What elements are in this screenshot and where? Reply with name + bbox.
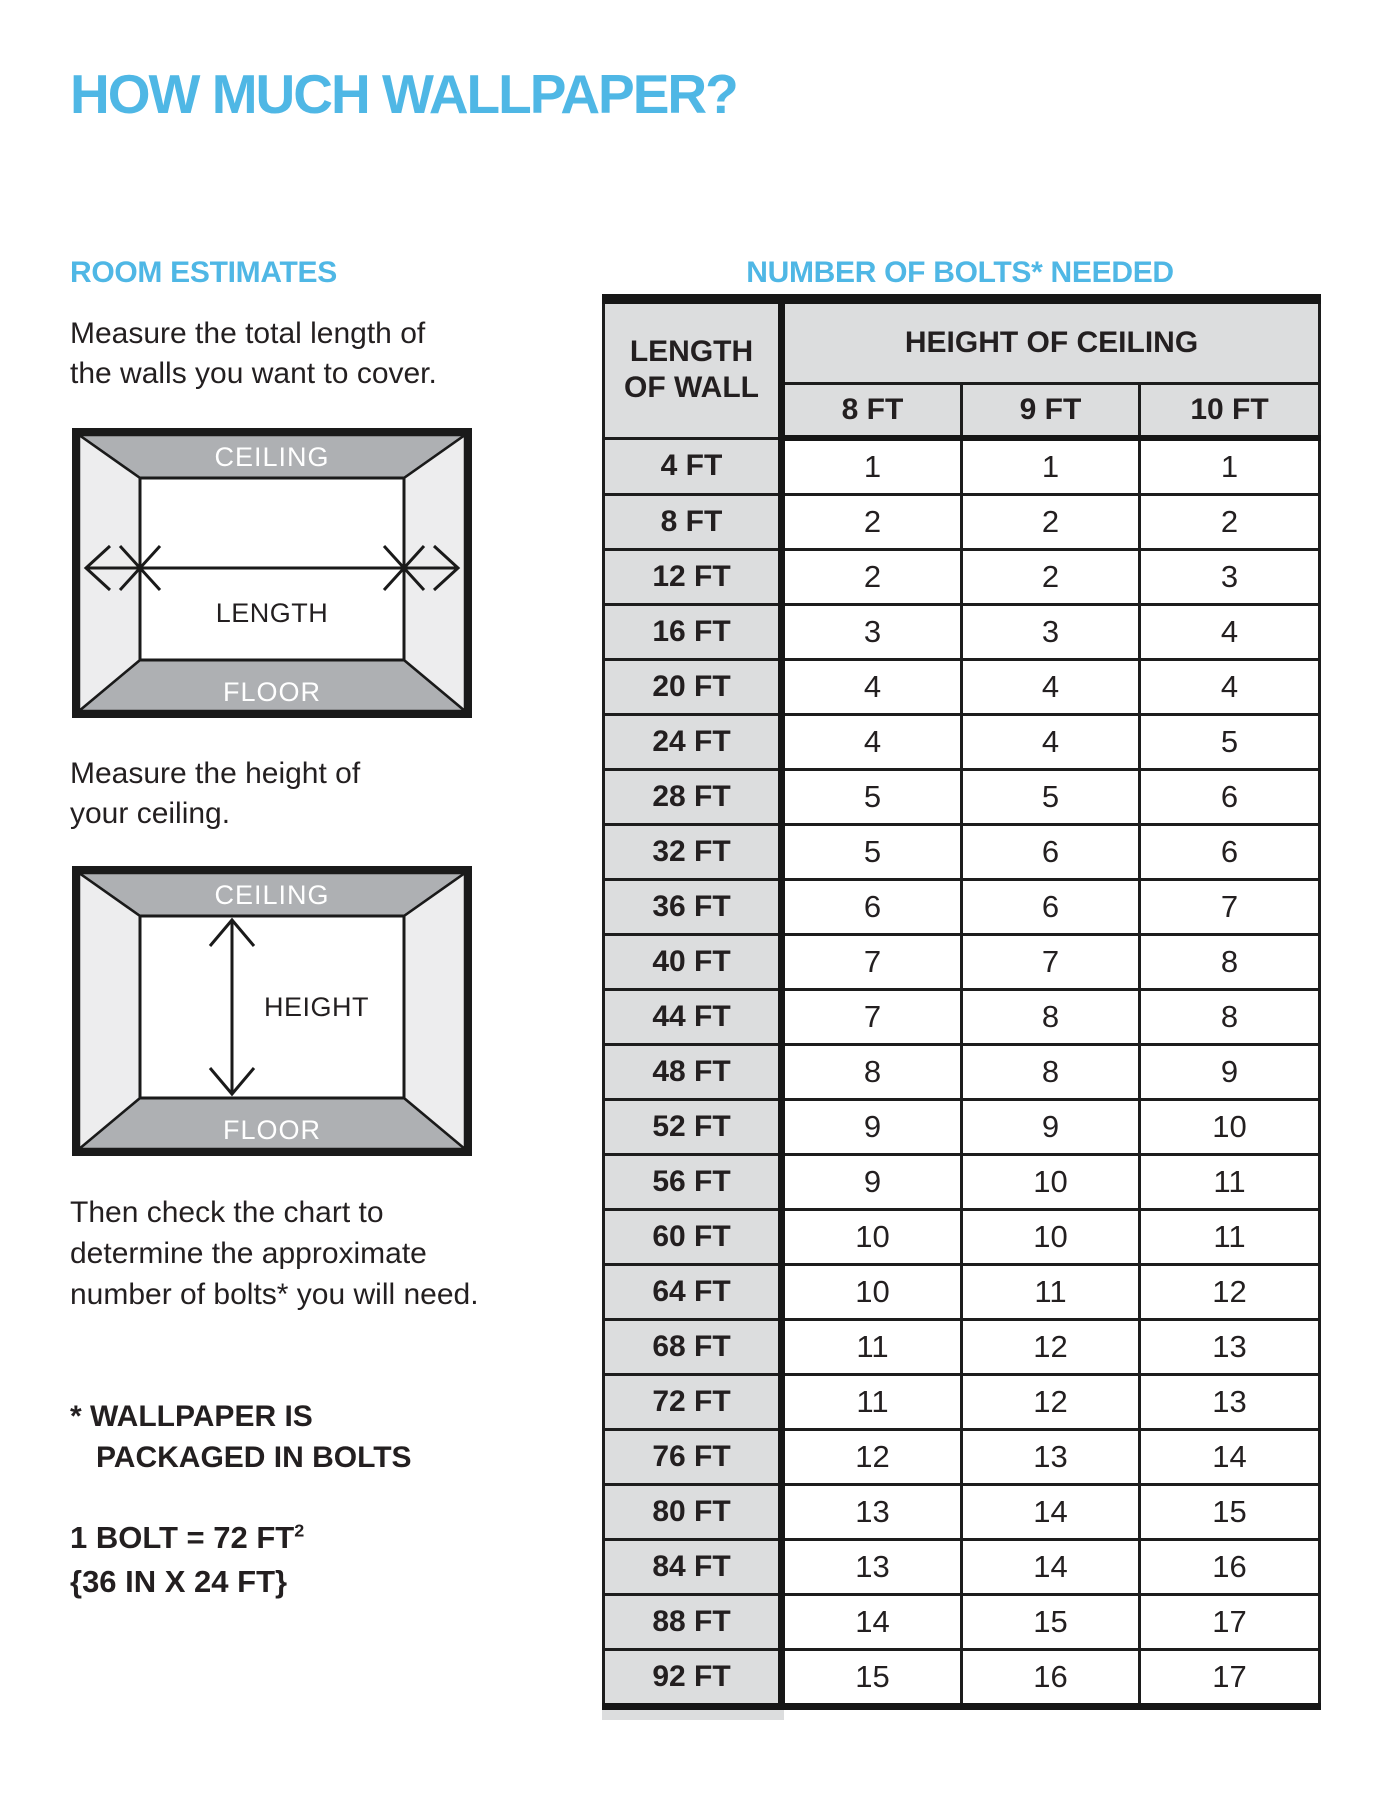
bolt-count-cell: 17 [1140, 1595, 1320, 1650]
bolt-count-cell: 6 [782, 880, 962, 935]
row-label: 8 FT [604, 495, 782, 550]
table-row [604, 1595, 1320, 1650]
row-label: 40 FT [604, 935, 782, 990]
bolt-count-cell: 10 [782, 1210, 962, 1265]
bolt-count-cell: 13 [782, 1540, 962, 1595]
instruction-step-2 [70, 754, 360, 834]
bolt-count-cell: 9 [1140, 1045, 1320, 1100]
bolt-count-cell: 13 [962, 1430, 1140, 1485]
table-row [604, 1045, 1320, 1100]
row-label: 36 FT [604, 880, 782, 935]
bolt-count-cell: 1 [962, 438, 1140, 495]
table-row [604, 438, 1320, 495]
row-label: 20 FT [604, 660, 782, 715]
bolt-count-cell: 11 [782, 1320, 962, 1375]
bolt-count-cell: 16 [1140, 1540, 1320, 1595]
bolt-count-cell: 10 [962, 1210, 1140, 1265]
bolt-count-cell: 11 [782, 1375, 962, 1430]
table-footer-strip [602, 1710, 784, 1720]
table-row [604, 770, 1320, 825]
page-title: HOW MUCH WALLPAPER? [70, 63, 737, 125]
bolt-count-cell: 15 [962, 1595, 1140, 1650]
bolt-equation-exponent: 2 [294, 1520, 305, 1541]
bolt-count-cell: 15 [1140, 1485, 1320, 1540]
table-row [604, 1100, 1320, 1155]
bolt-count-cell: 12 [962, 1320, 1140, 1375]
instruction-step-1 [70, 314, 437, 394]
instruction-step-1-line-2: the walls you want to cover. [70, 357, 437, 390]
bolt-count-cell: 7 [1140, 880, 1320, 935]
height-dimension-label: HEIGHT [264, 992, 370, 1022]
bolt-count-cell: 13 [1140, 1375, 1320, 1430]
bolt-count-cell: 9 [782, 1100, 962, 1155]
table-row [604, 660, 1320, 715]
ceiling-label: CEILING [214, 880, 330, 910]
bolt-count-cell: 14 [782, 1595, 962, 1650]
row-label: 12 FT [604, 550, 782, 605]
bolt-count-cell: 14 [962, 1485, 1140, 1540]
bolt-count-cell: 4 [1140, 660, 1320, 715]
instruction-step-3-line-3: number of bolts* you will need. [70, 1278, 479, 1311]
bolt-count-cell: 12 [962, 1375, 1140, 1430]
bolts-table-heading: NUMBER OF BOLTS* NEEDED [746, 256, 1174, 289]
table-row [604, 1320, 1320, 1375]
row-label: 72 FT [604, 1375, 782, 1430]
col-header-8ft: 8 FT [782, 384, 962, 439]
col-axis-header: HEIGHT OF CEILING [782, 299, 1320, 384]
bolt-count-cell: 5 [962, 770, 1140, 825]
bolt-dimensions: {36 IN X 24 FT} [70, 1564, 288, 1599]
row-label: 80 FT [604, 1485, 782, 1540]
bolt-count-cell: 2 [962, 495, 1140, 550]
row-label: 48 FT [604, 1045, 782, 1100]
row-label: 76 FT [604, 1430, 782, 1485]
bolt-count-cell: 4 [962, 715, 1140, 770]
bolt-count-cell: 7 [782, 935, 962, 990]
bolt-count-cell: 5 [1140, 715, 1320, 770]
bolt-count-cell: 6 [962, 880, 1140, 935]
bolt-count-cell: 11 [962, 1265, 1140, 1320]
bolt-count-cell: 12 [782, 1430, 962, 1485]
table-row [604, 880, 1320, 935]
bolt-count-cell: 6 [1140, 825, 1320, 880]
bolt-count-cell: 7 [782, 990, 962, 1045]
bolt-count-cell: 1 [782, 438, 962, 495]
bolt-count-cell: 4 [782, 660, 962, 715]
bolt-equation [70, 1516, 304, 1560]
row-label: 52 FT [604, 1100, 782, 1155]
bolt-count-cell: 6 [962, 825, 1140, 880]
row-label: 88 FT [604, 1595, 782, 1650]
row-label: 24 FT [604, 715, 782, 770]
row-label: 4 FT [604, 438, 782, 495]
floor-label: FLOOR [222, 1115, 322, 1145]
row-label: 84 FT [604, 1540, 782, 1595]
bolt-count-cell: 14 [962, 1540, 1140, 1595]
table-header-row-1 [604, 299, 1320, 384]
bolt-count-cell: 2 [782, 495, 962, 550]
row-label: 16 FT [604, 605, 782, 660]
row-label: 28 FT [604, 770, 782, 825]
bolt-count-cell: 8 [1140, 935, 1320, 990]
table-row [604, 935, 1320, 990]
bolt-definition [70, 1516, 304, 1604]
table-row [604, 825, 1320, 880]
bolt-count-cell: 17 [1140, 1650, 1320, 1707]
bolts-footnote [70, 1396, 412, 1478]
row-label: 92 FT [604, 1650, 782, 1707]
bolt-count-cell: 4 [1140, 605, 1320, 660]
bolt-count-cell: 10 [962, 1155, 1140, 1210]
room-height-diagram [72, 866, 472, 1156]
bolts-footnote-line-2: PACKAGED IN BOLTS [96, 1441, 412, 1474]
bolt-count-cell: 1 [1140, 438, 1320, 495]
bolt-count-cell: 14 [1140, 1430, 1320, 1485]
bolt-count-cell: 13 [1140, 1320, 1320, 1375]
room-estimates-heading: ROOM ESTIMATES [70, 256, 337, 289]
instruction-step-1-line-1: Measure the total length of [70, 317, 426, 350]
row-label: 56 FT [604, 1155, 782, 1210]
table-row [604, 1650, 1320, 1707]
bolt-count-cell: 12 [1140, 1265, 1320, 1320]
bolt-count-cell: 10 [1140, 1100, 1320, 1155]
bolt-count-cell: 6 [1140, 770, 1320, 825]
table-row [604, 495, 1320, 550]
table-row [604, 1540, 1320, 1595]
bolt-count-cell: 2 [1140, 495, 1320, 550]
bolt-count-cell: 8 [962, 1045, 1140, 1100]
bolt-count-cell: 8 [1140, 990, 1320, 1045]
table-row [604, 1375, 1320, 1430]
bolt-count-cell: 3 [782, 605, 962, 660]
bolt-count-cell: 16 [962, 1650, 1140, 1707]
floor-label: FLOOR [222, 677, 322, 707]
bolt-count-cell: 5 [782, 770, 962, 825]
row-label: 64 FT [604, 1265, 782, 1320]
row-axis-header: LENGTH OF WALL [604, 299, 782, 438]
row-label: 68 FT [604, 1320, 782, 1375]
instruction-step-3-line-1: Then check the chart to [70, 1196, 384, 1229]
row-label: 44 FT [604, 990, 782, 1045]
bolt-count-cell: 9 [782, 1155, 962, 1210]
row-label: 32 FT [604, 825, 782, 880]
room-length-diagram [72, 428, 472, 718]
length-dimension-label: LENGTH [215, 598, 329, 628]
table-row [604, 1265, 1320, 1320]
table-row [604, 715, 1320, 770]
bolts-table-wrap [602, 294, 1318, 1720]
bolt-count-cell: 2 [782, 550, 962, 605]
bolts-table [602, 294, 1321, 1710]
ceiling-label: CEILING [214, 442, 330, 472]
bolt-count-cell: 5 [782, 825, 962, 880]
bolt-count-cell: 8 [962, 990, 1140, 1045]
col-header-9ft: 9 FT [962, 384, 1140, 439]
bolt-count-cell: 3 [962, 605, 1140, 660]
instruction-step-2-line-1: Measure the height of [70, 757, 361, 790]
instruction-step-2-line-2: your ceiling. [70, 797, 231, 830]
table-row [604, 1485, 1320, 1540]
bolt-count-cell: 8 [782, 1045, 962, 1100]
bolt-count-cell: 3 [1140, 550, 1320, 605]
bolt-count-cell: 11 [1140, 1155, 1320, 1210]
instruction-step-3 [70, 1192, 479, 1315]
table-row [604, 990, 1320, 1045]
bolt-count-cell: 4 [962, 660, 1140, 715]
instruction-step-3-line-2: determine the approximate [70, 1237, 427, 1270]
bolt-equation-text: 1 BOLT = 72 FT [70, 1520, 295, 1555]
bolt-count-cell: 7 [962, 935, 1140, 990]
row-label: 60 FT [604, 1210, 782, 1265]
bolt-count-cell: 9 [962, 1100, 1140, 1155]
bolt-count-cell: 11 [1140, 1210, 1320, 1265]
bolt-count-cell: 4 [782, 715, 962, 770]
table-row [604, 1430, 1320, 1485]
table-row [604, 1155, 1320, 1210]
bolt-count-cell: 2 [962, 550, 1140, 605]
col-header-10ft: 10 FT [1140, 384, 1320, 439]
table-row [604, 1210, 1320, 1265]
bolt-count-cell: 15 [782, 1650, 962, 1707]
bolt-count-cell: 10 [782, 1265, 962, 1320]
bolts-footnote-line-1: * WALLPAPER IS [70, 1400, 313, 1433]
bolt-count-cell: 13 [782, 1485, 962, 1540]
table-row [604, 550, 1320, 605]
table-row [604, 605, 1320, 660]
